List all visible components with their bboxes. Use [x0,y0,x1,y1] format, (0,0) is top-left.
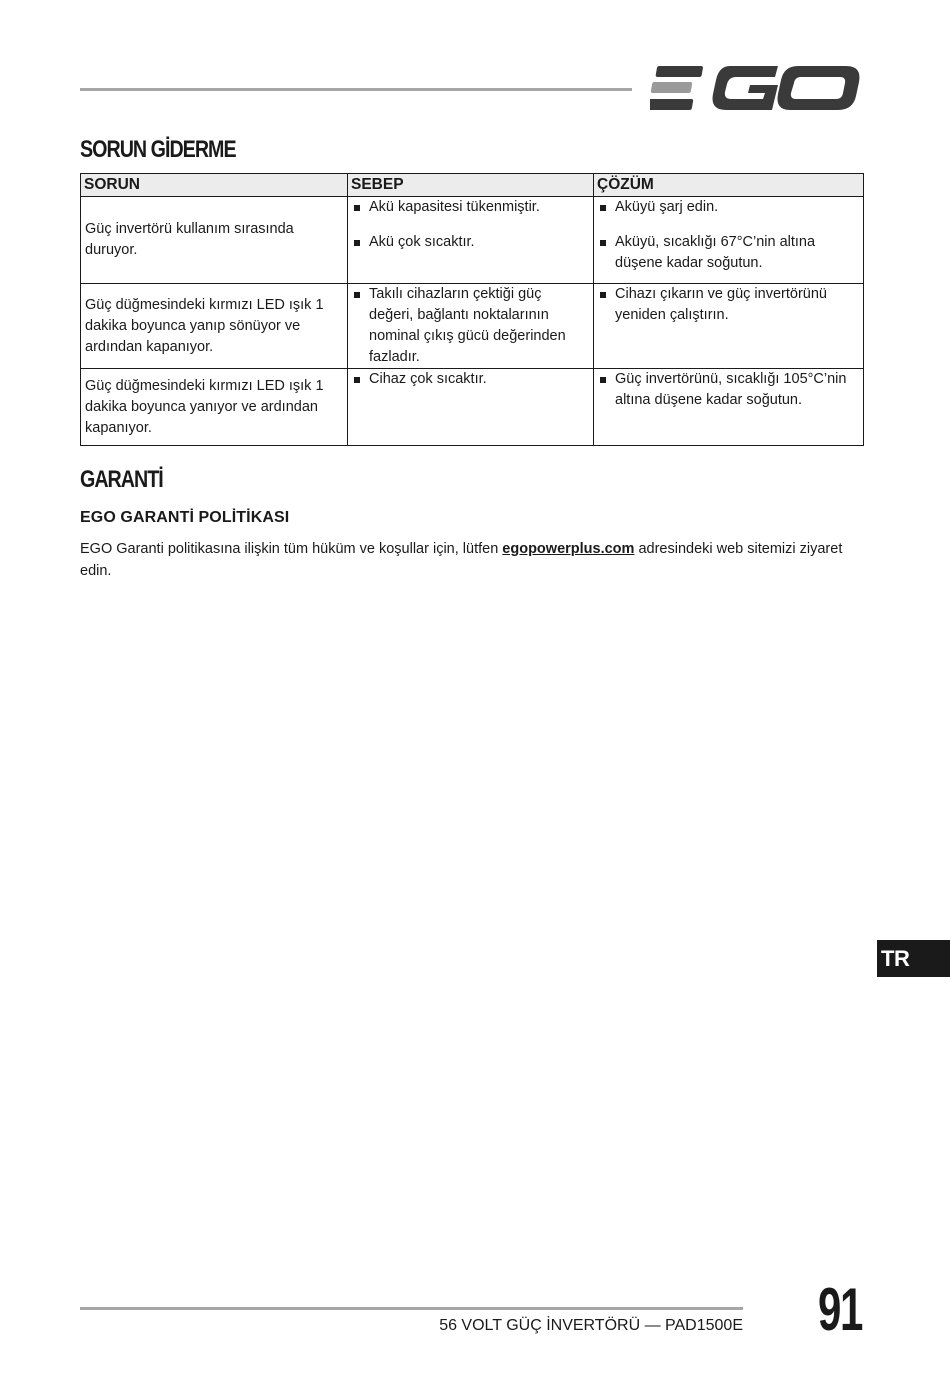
cause-cell [348,284,594,369]
ego-logo-letter-o [778,66,860,110]
problem-cell: Güç düğmesindeki kırmızı LED ışık 1 dakika boyunca yanıp sönüyor ve ardından kapanıyor. [81,284,348,369]
cause-item: Akü kapasitesi tükenmiştir. [352,197,589,218]
warranty-text-after: adresindeki web sitemizi ziyaret edin. [80,541,843,579]
solution-list [598,284,859,326]
cause-list [352,197,589,253]
column-header-cause: SEBEP [348,174,594,197]
cause-cell [348,197,594,284]
ego-logo-stripe-top [655,66,703,77]
ego-logo-letter-g [713,66,778,110]
language-tab: TR [877,940,950,977]
page-number: 91 [818,1276,862,1343]
cause-item: Akü çok sıcaktır. [352,232,589,253]
table-row [81,284,864,369]
warranty-text-before: EGO Garanti politikasına ilişkin tüm hüküm ve koşullar için, lütfen [80,541,503,557]
solution-item: Aküyü şarj edin. [598,197,859,218]
ego-logo [650,62,862,114]
ego-logo-stripe-mid [651,82,693,93]
solution-item: Güç invertörünü, sıcaklığı 105°C’nin altına düşene kadar soğutun. [598,369,859,411]
header-rule [80,88,632,91]
troubleshooting-table [80,173,864,446]
cause-list [352,284,589,368]
troubleshooting-title: SORUN GİDERME [80,136,236,163]
cause-list [352,369,589,390]
column-header-problem: SORUN [81,174,348,197]
column-header-solution: ÇÖZÜM [594,174,864,197]
problem-cell: Güç invertörü kullanım sırasında duruyor. [81,197,348,284]
warranty-website-link[interactable]: egopowerplus.com [502,541,635,557]
table-header-row [81,174,864,197]
footer-product-title: 56 VOLT GÜÇ İNVERTÖRÜ — PAD1500E [439,1317,743,1334]
solution-cell [594,284,864,369]
table-row [81,197,864,284]
footer-rule [80,1307,743,1310]
warranty-paragraph [80,538,855,582]
solution-item: Cihazı çıkarın ve güç invertörünü yeniden çalıştırın. [598,284,859,326]
solution-list [598,197,859,274]
problem-cell: Güç düğmesindeki kırmızı LED ışık 1 dakika boyunca yanıyor ve ardından kapanıyor. [81,369,348,446]
cause-cell [348,369,594,446]
solution-list [598,369,859,411]
warranty-policy-heading: EGO GARANTİ POLİTİKASI [80,509,290,526]
table-row [81,369,864,446]
cause-item: Takılı cihazların çektiği güç değeri, bağlantı noktalarının nominal çıkış gücü değerinden fazladır. [352,284,589,368]
solution-cell [594,369,864,446]
warranty-title: GARANTİ [80,466,163,493]
cause-item: Cihaz çok sıcaktır. [352,369,589,390]
ego-logo-stripe-bottom [650,99,693,110]
solution-item: Aküyü, sıcaklığı 67°C’nin altına düşene kadar soğutun. [598,232,859,274]
solution-cell [594,197,864,284]
